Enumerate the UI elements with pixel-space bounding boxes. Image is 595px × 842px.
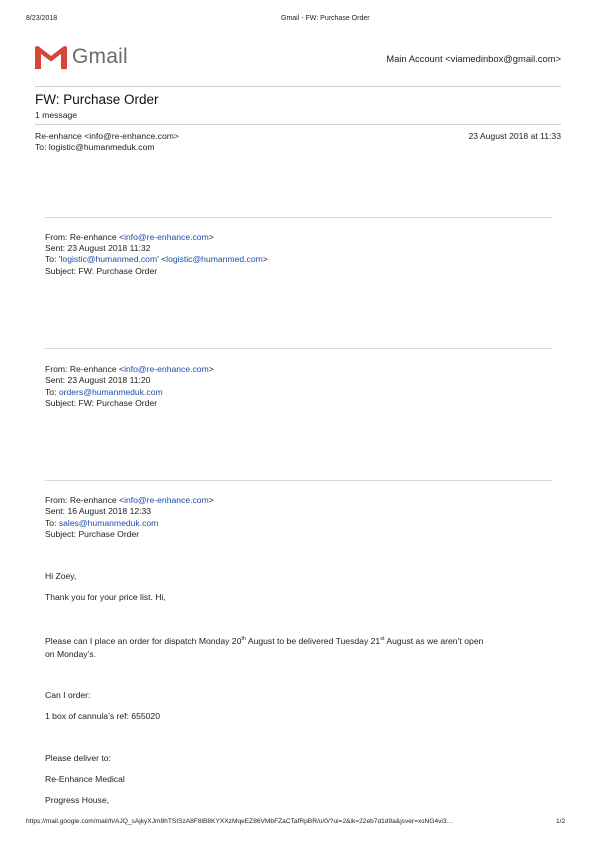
body-order-item: 1 box of cannula’s ref: 655020: [45, 711, 160, 721]
email-link[interactable]: info@re-enhance.com: [124, 232, 209, 242]
message-date: 23 August 2018 at 11:33: [468, 131, 561, 141]
message-to: To: logistic@humanmeduk.com: [35, 142, 155, 152]
gmail-envelope-icon: [35, 46, 67, 69]
email-link[interactable]: sales@humanmeduk.com: [58, 518, 159, 528]
gmail-logo: [35, 46, 67, 71]
email-link[interactable]: info@re-enhance.com: [124, 495, 209, 505]
forward-from: From: Re-enhance <info@re-enhance.com>: [45, 232, 214, 242]
body-order-request: Please can I place an order for dispatch Monday 20th August to be delivered Tuesday 21st August as we aren’t open: [45, 636, 484, 646]
body-greeting: Hi Zoey,: [45, 571, 77, 581]
forward-divider: [45, 348, 552, 349]
message-from: Re-enhance <info@re-enhance.com>: [35, 131, 179, 141]
forward-to: To: sales@humanmeduk.com: [45, 518, 159, 528]
header-divider: [35, 86, 561, 87]
forward-subject: Subject: FW: Purchase Order: [45, 398, 158, 408]
account-label: Main Account <viamedinbox@gmail.com>: [386, 53, 561, 64]
forward-sent: Sent: 23 August 2018 11:32: [45, 243, 151, 253]
email-link[interactable]: orders@humanmeduk.com: [58, 387, 163, 397]
print-date: 8/23/2018: [26, 15, 58, 22]
forward-sent: Sent: 23 August 2018 11:20: [45, 375, 151, 385]
forward-sent: Sent: 16 August 2018 12:33: [45, 506, 152, 516]
forward-divider: [45, 480, 552, 481]
print-title: Gmail - FW: Purchase Order: [281, 15, 370, 22]
print-page-number: 1/2: [556, 818, 566, 825]
body-order-request-cont: on Monday’s.: [45, 649, 96, 659]
email-link[interactable]: info@re-enhance.com: [124, 364, 209, 374]
email-link[interactable]: logistic@humanmed.com: [60, 254, 158, 264]
body-address-line: Re-Enhance Medical: [45, 774, 125, 784]
forward-from: From: Re-enhance <info@re-enhance.com>: [45, 495, 214, 505]
body-can-i-order: Can I order:: [45, 690, 91, 700]
email-link[interactable]: logistic@humanmed.com: [166, 254, 263, 264]
gmail-logo-text: Gmail: [72, 45, 128, 68]
forward-from: From: Re-enhance <info@re-enhance.com>: [45, 364, 214, 374]
forward-divider: [45, 217, 552, 218]
message-count: 1 message: [35, 110, 78, 120]
forward-subject: Subject: FW: Purchase Order: [45, 266, 158, 276]
body-deliver-to: Please deliver to:: [45, 753, 111, 763]
forward-to: To: orders@humanmeduk.com: [45, 387, 163, 397]
forward-subject: Subject: Purchase Order: [45, 529, 140, 539]
body-thanks: Thank you for your price list. Hi,: [45, 592, 166, 602]
subject-divider: [35, 124, 561, 125]
print-url: https://mail.google.com/mail/h/AJQ_sAjkyXJm8hTSISzA8F8lB8KYXXzMqeEZ86VMbFZaCTafRpBR/u/0/?ui=2&ik=22eb7d1d9a&jsver=xsNG4vi3…: [26, 818, 454, 825]
thread-subject: FW: Purchase Order: [35, 92, 159, 107]
forward-to: To: 'logistic@humanmed.com' <logistic@humanmed.com>: [45, 254, 268, 264]
body-address-line: Progress House,: [45, 795, 110, 805]
